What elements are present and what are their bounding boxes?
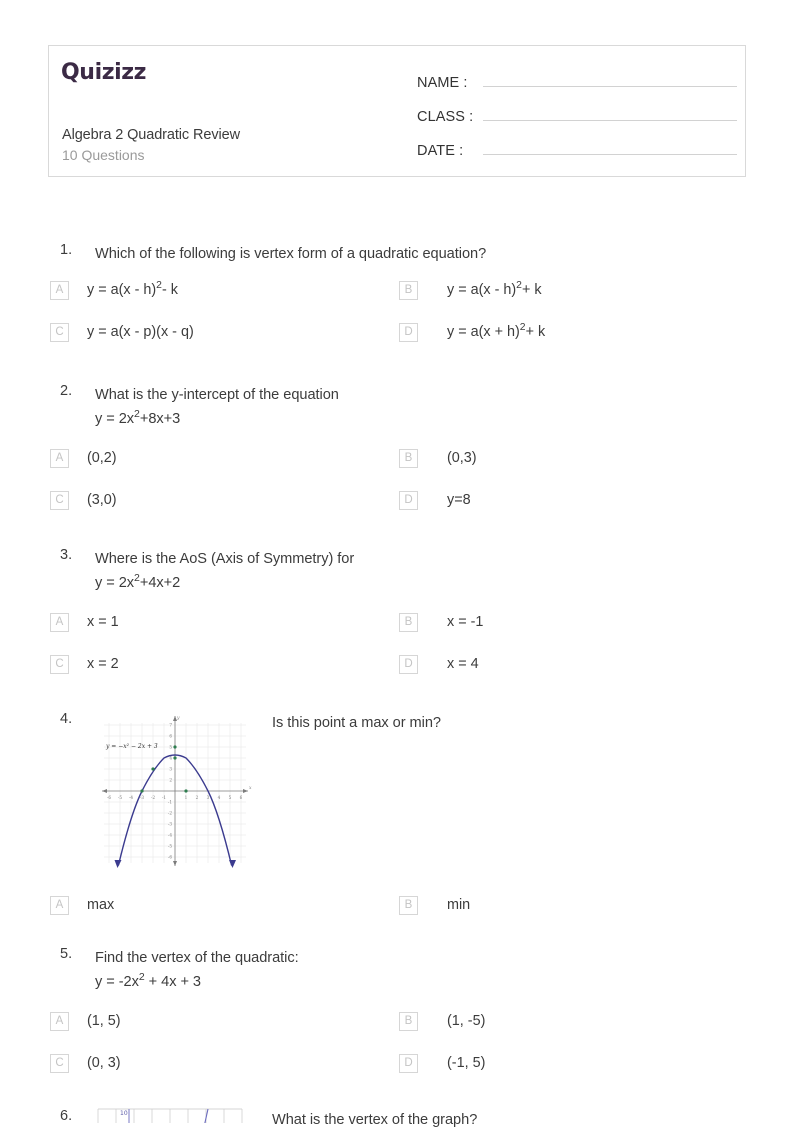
- svg-text:-2: -2: [150, 795, 156, 800]
- svg-text:-4: -4: [128, 795, 134, 800]
- option-text: (-1, 5): [447, 1055, 486, 1071]
- svg-text:6: 6: [239, 795, 243, 800]
- parabola-graph-svg: [96, 708, 254, 871]
- option-text: (1, 5): [87, 1013, 121, 1029]
- option-text: y = a(x - h)$^2$+ k: [447, 280, 542, 298]
- option-letter-box: C: [50, 655, 69, 674]
- question-6-graph: [96, 1107, 254, 1123]
- svg-text:4: 4: [217, 795, 221, 800]
- option-letter-box: D: [399, 1054, 418, 1073]
- question-1-number: 1.: [60, 242, 73, 258]
- option-text: $y = a(x + h)^2+ k$: [447, 322, 546, 340]
- question-4-graph: [96, 708, 254, 871]
- question-5: [0, 946, 794, 1087]
- option-letter-box: D: [399, 655, 418, 674]
- svg-text:5: 5: [169, 744, 172, 750]
- class-field-label: CLASS :: [417, 109, 474, 125]
- option-letter-box: B: [399, 613, 418, 632]
- question-2-text: [95, 383, 794, 431]
- name-field-label: NAME :: [417, 75, 468, 91]
- question-6-number: 6.: [60, 1108, 73, 1124]
- svg-text:4: 4: [169, 755, 172, 761]
- svg-text:-4: -4: [167, 832, 172, 838]
- question-3-option-b[interactable]: [399, 613, 483, 632]
- option-text: y=8: [447, 492, 471, 508]
- option-letter-box: B: [399, 1012, 418, 1031]
- option-letter-box: B: [399, 449, 418, 468]
- question-3-text: [95, 547, 794, 595]
- question-2-number: 2.: [60, 383, 73, 399]
- question-1-header: [0, 242, 794, 266]
- worksheet-header-card: [48, 45, 746, 177]
- question-4-option-b[interactable]: [399, 896, 470, 915]
- svg-text:7: 7: [169, 722, 172, 728]
- option-text: max: [87, 897, 115, 913]
- question-2-text-line2: $y = 2x^2+8x+3$: [95, 408, 181, 427]
- option-letter-box: B: [399, 281, 418, 300]
- option-letter-box: A: [50, 1012, 69, 1031]
- question-3-text-line2: $y = 2x^2+4x+2$: [95, 572, 181, 591]
- svg-text:y: y: [177, 716, 180, 721]
- question-1: [0, 242, 794, 356]
- question-1-option-d[interactable]: [399, 323, 545, 342]
- question-3-number: 3.: [60, 547, 73, 563]
- question-5-header: [0, 946, 794, 994]
- svg-text:-3: -3: [139, 795, 145, 800]
- question-3-option-c[interactable]: [50, 655, 119, 674]
- question-5-option-b[interactable]: [399, 1012, 485, 1031]
- student-info-fields: [417, 68, 737, 170]
- svg-text:-1: -1: [161, 795, 167, 800]
- option-letter-box: A: [50, 613, 69, 632]
- question-1-text: Which of the following is vertex form of a quadratic equation?: [95, 246, 487, 262]
- svg-text:-3: -3: [167, 821, 172, 827]
- question-4-text: Is this point a max or min?: [272, 715, 441, 731]
- question-1-options: [0, 281, 794, 356]
- svg-text:3: 3: [169, 766, 172, 772]
- svg-text:-2: -2: [167, 810, 172, 816]
- option-text: (0, 3): [87, 1055, 121, 1071]
- svg-text:-1: -1: [167, 799, 172, 805]
- question-2-header: [0, 383, 794, 431]
- question-5-option-c[interactable]: [50, 1054, 121, 1073]
- graph-equation-label: y = −x² − 2x + 3: [106, 743, 158, 750]
- svg-text:2: 2: [169, 777, 172, 783]
- question-4-option-a[interactable]: [50, 896, 114, 915]
- question-2-option-b[interactable]: [399, 449, 477, 468]
- option-letter-box: C: [50, 323, 69, 342]
- question-1-option-a[interactable]: [50, 281, 178, 300]
- quiz-title: Algebra 2 Quadratic Review: [62, 127, 240, 143]
- option-letter-box: C: [50, 1054, 69, 1073]
- option-text: y = a(x - p)(x - q): [87, 324, 194, 340]
- option-text: (0,3): [447, 450, 477, 466]
- date-field-label: DATE :: [417, 143, 464, 159]
- name-field-input[interactable]: [483, 68, 737, 87]
- option-text: (1, -5): [447, 1013, 486, 1029]
- graph6-curve: [200, 1109, 208, 1123]
- question-2-option-d[interactable]: [399, 491, 471, 510]
- option-text: min: [447, 897, 471, 913]
- option-letter-box: B: [399, 896, 418, 915]
- question-5-text-line1: Find the vertex of the quadratic:: [95, 950, 299, 966]
- option-text: x = 2: [87, 656, 119, 672]
- question-1-option-c[interactable]: [50, 323, 194, 342]
- question-3-options: [0, 613, 794, 688]
- question-count-label: 10 Questions: [62, 147, 145, 163]
- date-field-input[interactable]: [483, 136, 737, 155]
- quizizz-logo: [61, 60, 146, 85]
- svg-text:-6: -6: [106, 795, 112, 800]
- question-3-option-d[interactable]: [399, 655, 479, 674]
- question-5-text: [95, 946, 794, 994]
- svg-text:x: x: [249, 786, 252, 791]
- option-text: x = 1: [87, 614, 119, 630]
- question-5-option-d[interactable]: [399, 1054, 485, 1073]
- option-letter-box: A: [50, 449, 69, 468]
- question-5-number: 5.: [60, 946, 73, 962]
- question-4-options-block: [0, 896, 794, 926]
- date-field-row: [417, 136, 737, 170]
- quizizz-logo-text: Quizizz: [61, 60, 147, 85]
- question-2-text-line1: What is the y-intercept of the equation: [95, 387, 339, 403]
- graph6-axis-label: 10: [120, 1110, 128, 1117]
- svg-text:-6: -6: [167, 854, 172, 860]
- option-letter-box: A: [50, 281, 69, 300]
- question-2-options: [0, 449, 794, 524]
- class-field-row: [417, 102, 737, 136]
- question-2-option-a[interactable]: [50, 449, 117, 468]
- question-5-options: [0, 1012, 794, 1087]
- svg-text:-5: -5: [167, 843, 172, 849]
- svg-text:2: 2: [195, 795, 199, 800]
- question-3: [0, 547, 794, 688]
- question-4-number: 4.: [60, 711, 73, 727]
- question-6-text: What is the vertex of the graph?: [272, 1112, 478, 1128]
- question-4-options: [0, 896, 794, 926]
- question-3-option-a[interactable]: [50, 613, 119, 632]
- svg-text:3: 3: [206, 795, 210, 800]
- option-letter-box: A: [50, 896, 69, 915]
- question-2: [0, 383, 794, 524]
- question-3-header: [0, 547, 794, 595]
- question-1-option-b[interactable]: [399, 281, 542, 300]
- option-text: (0,2): [87, 450, 117, 466]
- svg-text:5: 5: [228, 795, 232, 800]
- option-text: y = a(x - h)$^2$- k: [87, 280, 178, 298]
- option-text: x = -1: [447, 614, 484, 630]
- svg-text:1: 1: [184, 795, 188, 800]
- option-text: x = 4: [447, 656, 479, 672]
- question-5-text-line2: $y = -2x^2 + 4x + 3$: [95, 971, 201, 990]
- svg-text:6: 6: [169, 733, 172, 739]
- name-field-row: [417, 68, 737, 102]
- question-3-text-line1: Where is the AoS (Axis of Symmetry) for: [95, 551, 355, 567]
- option-letter-box: D: [399, 491, 418, 510]
- question-2-option-c[interactable]: [50, 491, 117, 510]
- option-text: (3,0): [87, 492, 117, 508]
- question-5-option-a[interactable]: [50, 1012, 121, 1031]
- class-field-input[interactable]: [483, 102, 737, 121]
- option-letter-box: D: [399, 323, 418, 342]
- option-letter-box: C: [50, 491, 69, 510]
- question-6-graph-svg: [96, 1107, 254, 1123]
- svg-text:-5: -5: [117, 795, 123, 800]
